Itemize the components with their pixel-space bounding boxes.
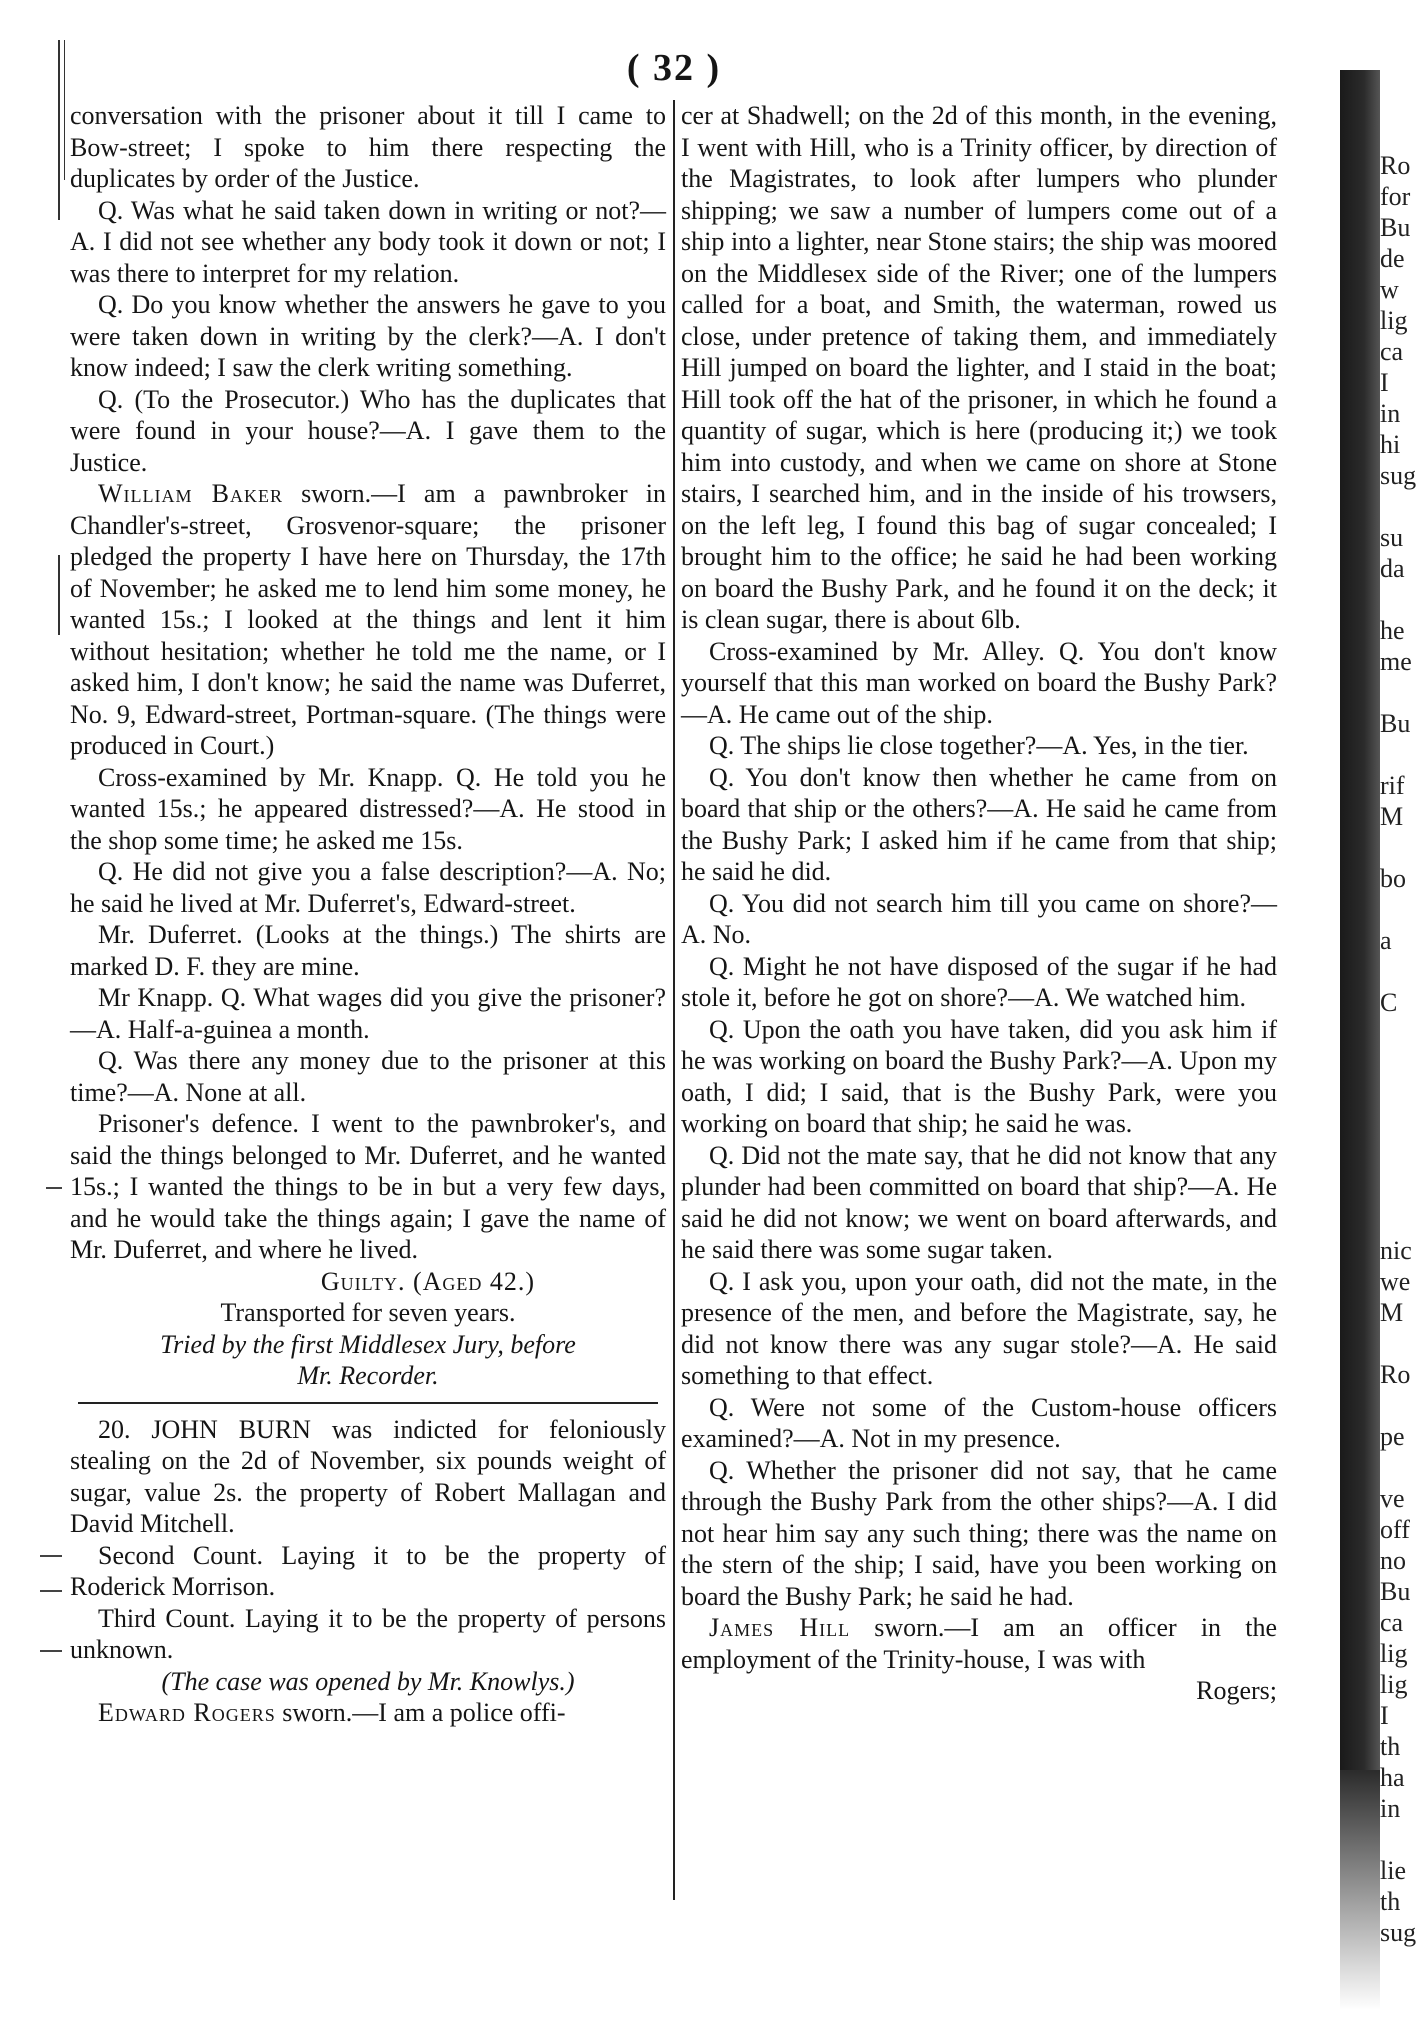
facing-page-fragment bbox=[1380, 1142, 1422, 1173]
left-paragraph: Q. (To the Prosecutor.) Who has the duplicates that were found in your house?—A. I gave them to the Justice. bbox=[70, 384, 666, 477]
facing-page-fragment: Ro bbox=[1380, 151, 1411, 180]
facing-page-fragment: off bbox=[1380, 1515, 1410, 1544]
facing-page-fragment bbox=[1380, 956, 1422, 987]
left-paragraph: (The case was opened by Mr. Knowlys.) bbox=[161, 1666, 575, 1696]
facing-page-fragment bbox=[1380, 1080, 1422, 1111]
left-paragraph: Q. Was there any money due to the prisoner at this time?—A. None at all. bbox=[70, 1046, 666, 1107]
facing-page-fragment: lig bbox=[1380, 1670, 1408, 1699]
margin-dash bbox=[40, 1650, 62, 1652]
facing-page-fragment: sug bbox=[1380, 1918, 1417, 1947]
left-paragraph: Mr. Duferret. (Looks at the things.) The shirts are marked D. F. they are mine. bbox=[70, 920, 666, 981]
facing-page-fragment: I bbox=[1380, 1701, 1389, 1730]
facing-page-fragment bbox=[1380, 1204, 1422, 1235]
facing-page-fragment: th bbox=[1380, 1887, 1401, 1916]
left-paragraph: Guilty. (Aged 42.) bbox=[320, 1266, 536, 1296]
facing-page-fragment: we bbox=[1380, 1267, 1411, 1296]
left-edge-rule bbox=[58, 40, 60, 220]
facing-page-fragment bbox=[1380, 1328, 1422, 1359]
left-paragraph: Mr Knapp. Q. What wages did you give the prisoner?—A. Half-a-guinea a month. bbox=[70, 983, 666, 1044]
right-paragraph: Q. Were not some of the Custom-house officers examined?—A. Not in my presence. bbox=[681, 1392, 1277, 1453]
facing-page-fragment: Ro bbox=[1380, 1360, 1411, 1389]
facing-page-fragment: C bbox=[1380, 988, 1398, 1017]
left-paragraph: Cross-examined by Mr. Knapp. Q. He told you he wanted 15s.; he appeared distressed?—A. He stood in the shop some time; he asked me 15s. bbox=[70, 762, 666, 855]
left-column bbox=[70, 100, 666, 1729]
right-paragraph: Cross-examined by Mr. Alley. Q. You don't know yourself that this man worked on board the Bushy Park?—A. He came out of the ship. bbox=[681, 636, 1277, 729]
left-paragraph: Transported for seven years. bbox=[220, 1298, 516, 1327]
right-paragraph: Q. You don't know then whether he came from on board that ship or the others?—A. He said he came from the Bushy Park; I asked him if he came from that ship; he said he did. bbox=[681, 762, 1277, 886]
facing-page-fragment: no bbox=[1380, 1546, 1406, 1575]
facing-page-fragment: in bbox=[1380, 1794, 1401, 1823]
testimony-text: sworn.—I am a pawnbroker in Chandler's-street, Grosvenor-square; the prisoner pledged the property I have here on Thursday, the 17th of November; he asked me to lend him some money, he wanted 15s.; I looked at the things and lent it him without hesitation; whether he told me the name, or I asked him, I don't know; he said the name was Duferret, No. 9, Edward-street, Portman-square. (The things were produced in Court.) bbox=[70, 479, 666, 760]
facing-page-fragment: rif bbox=[1380, 771, 1405, 800]
right-paragraph: Q. I ask you, upon your oath, did not the mate, in the presence of the men, and before the Magistrate, say, he did not know there was any sugar stole?—A. He said something to that effect. bbox=[681, 1266, 1277, 1390]
right-paragraph: Rogers; bbox=[1196, 1676, 1277, 1705]
right-testimony bbox=[681, 1612, 1277, 1675]
facing-page-fragment: Bu bbox=[1380, 1577, 1411, 1606]
right-paragraph: Q. Whether the prisoner did not say, that he came through the Bushy Park from the other ships?—A. I did not hear him say any such thing; there was the name on the stern of the ship; I said, have you been working on board the Bushy Park; he said he had. bbox=[681, 1455, 1277, 1611]
facing-page-fragment: a bbox=[1380, 926, 1392, 955]
facing-page-fragment bbox=[1380, 1390, 1422, 1421]
facing-page-fragment: ca bbox=[1380, 337, 1404, 366]
facing-page-fragment: me bbox=[1380, 647, 1412, 676]
facing-page-fragment: Bu bbox=[1380, 709, 1411, 738]
witness-name: William Baker bbox=[98, 479, 283, 508]
facing-page-fragment bbox=[1380, 1111, 1422, 1142]
margin-dash bbox=[46, 1187, 62, 1189]
right-paragraph: Q. Upon the oath you have taken, did you ask him if he was working on board the Bushy Park?—A. Upon my oath, I did; I said, that is the Bushy Park, were you working on board that ship; he said he was. bbox=[681, 1014, 1277, 1138]
facing-page-fragment: th bbox=[1380, 1732, 1401, 1761]
left-paragraph: Third Count. Laying it to be the property of persons unknown. bbox=[70, 1603, 666, 1664]
facing-page-fragment bbox=[1380, 894, 1422, 925]
left-paragraph: Prisoner's defence. I went to the pawnbroker's, and said the things belonged to Mr. Duferret, and he wanted 15s.; I wanted the things to be in but a very few days, and he would take the things again; I gave the name of Mr. Duferret, and where he lived. bbox=[70, 1109, 666, 1264]
facing-page-fragment: I bbox=[1380, 368, 1389, 397]
facing-page-fragment bbox=[1380, 1049, 1422, 1080]
facing-page-fragment: de bbox=[1380, 244, 1405, 273]
facing-page-fragment: for bbox=[1380, 182, 1411, 211]
facing-page-fragment bbox=[1380, 1173, 1422, 1204]
facing-page-fragment: w bbox=[1380, 275, 1399, 304]
facing-page-fragment: nic bbox=[1380, 1236, 1412, 1265]
left-edge-rule-2 bbox=[64, 40, 65, 180]
column-divider bbox=[673, 100, 675, 1900]
facing-page-fragment bbox=[1380, 677, 1422, 708]
left-paragraph: Tried by the first Middlesex Jury, before bbox=[160, 1329, 576, 1359]
witness-name: Edward Rogers bbox=[98, 1698, 276, 1727]
facing-page-fragment: he bbox=[1380, 616, 1405, 645]
margin-dash bbox=[40, 1555, 62, 1557]
facing-page-fragment: su bbox=[1380, 523, 1404, 552]
facing-page-fragment bbox=[1380, 1018, 1422, 1049]
right-paragraph: Q. You did not search him till you came on shore?—A. No. bbox=[681, 888, 1277, 949]
facing-page-fragment: ve bbox=[1380, 1484, 1405, 1513]
page-number: ( 32 ) bbox=[626, 47, 722, 89]
right-paragraph: Q. Might he not have disposed of the sugar if he had stole it, before he got on shore?—A. We watched him. bbox=[681, 951, 1277, 1012]
witness-name: James Hill bbox=[709, 1613, 851, 1642]
facing-page-fragment bbox=[1380, 491, 1422, 522]
left-paragraph: 20. JOHN BURN was indicted for feloniously stealing on the 2d of November, six pounds weight of sugar, value 2s. the property of Robert Mallagan and David Mitchell. bbox=[70, 1414, 666, 1538]
facing-page-fragments bbox=[1380, 150, 1422, 1948]
facing-page-fragment: sug bbox=[1380, 461, 1417, 490]
facing-page-fragment: lig bbox=[1380, 306, 1408, 335]
facing-page-bleed bbox=[1340, 70, 1380, 1770]
facing-page-fragment bbox=[1380, 1452, 1422, 1483]
facing-page-fragment: ca bbox=[1380, 1608, 1404, 1637]
right-paragraph: Q. Did not the mate say, that he did not know that any plunder had been committed on board that ship?—A. He said he did not know; we went on board afterwards, and he said there was some sugar taken. bbox=[681, 1140, 1277, 1264]
facing-page-fragment: M bbox=[1380, 802, 1404, 831]
left-paragraph: Q. Do you know whether the answers he gave to you were taken down in writing by the clerk?—A. I don't know indeed; I saw the clerk writing something. bbox=[70, 290, 666, 382]
margin-dash bbox=[40, 1590, 62, 1592]
facing-page-fragment: bo bbox=[1380, 864, 1406, 893]
left-testimony bbox=[70, 478, 666, 762]
section-rule bbox=[78, 1402, 658, 1404]
facing-page-fragment: M bbox=[1380, 1298, 1404, 1327]
facing-page-fragment: hi bbox=[1380, 430, 1401, 459]
facing-page-fragment bbox=[1380, 1824, 1422, 1855]
right-paragraph: Q. The ships lie close together?—A. Yes, in the tier. bbox=[709, 731, 1249, 760]
left-paragraph: Q. He did not give you a false description?—A. No; he said he lived at Mr. Duferret's, Edward-street. bbox=[70, 857, 666, 918]
left-paragraph: Mr. Recorder. bbox=[297, 1361, 439, 1390]
testimony-text: sworn.—I am an officer in the employment of the Trinity-house, I was with bbox=[681, 1613, 1278, 1674]
left-paragraph: Second Count. Laying it to be the property of Roderick Morrison. bbox=[70, 1540, 666, 1601]
left-paragraph: conversation with the prisoner about it till I came to Bow-street; I spoke to him there respecting the duplicates by order of the Justice. bbox=[70, 101, 666, 193]
left-paragraph: Q. Was what he said taken down in writing or not?—A. I did not see whether any body took it down or not; I was there to interpret for my relation. bbox=[70, 195, 666, 288]
facing-page-bleed-fade bbox=[1340, 1770, 1380, 2010]
right-paragraph: cer at Shadwell; on the 2d of this month, in the evening, I went with Hill, who is a Trinity officer, by direction of the Magistrates, to look after lumpers who plunder shipping; we saw a number of lumpers come out of a ship into a lighter, near Stone stairs; the ship was moored on the Middlesex side of the River; one of the lumpers called for a boat, and Smith, the waterman, rowed us close, under pretence of taking them, and immediately Hill jumped on board the lighter, and I staid in the boat; Hill took off the hat of the prisoner, in which he found a quantity of sugar, which is here (producing it;) we took him into custody, and when we came on shore at Stone stairs, I searched him, and in the inside of his trowsers, on the left leg, I found this bag of sugar concealed; I brought him to the office; he said he had been working on board the Bushy Park, and he found it on the deck; it is clean sugar, there is about 6lb. bbox=[681, 101, 1277, 634]
facing-page-fragment: Bu bbox=[1380, 213, 1411, 242]
facing-page-fragment bbox=[1380, 739, 1422, 770]
facing-page-fragment: in bbox=[1380, 399, 1401, 428]
left-edge-rule-3 bbox=[58, 555, 60, 635]
testimony-text: sworn.—I am a police offi- bbox=[275, 1698, 566, 1727]
left-testimony bbox=[70, 1697, 666, 1729]
facing-page-fragment: lie bbox=[1380, 1856, 1406, 1885]
facing-page-fragment bbox=[1380, 584, 1422, 615]
right-column bbox=[681, 100, 1277, 1707]
facing-page-fragment bbox=[1380, 832, 1422, 863]
facing-page-fragment: lig bbox=[1380, 1639, 1408, 1668]
facing-page-fragment: ha bbox=[1380, 1763, 1405, 1792]
facing-page-fragment: da bbox=[1380, 554, 1405, 583]
facing-page-fragment: pe bbox=[1380, 1422, 1405, 1451]
